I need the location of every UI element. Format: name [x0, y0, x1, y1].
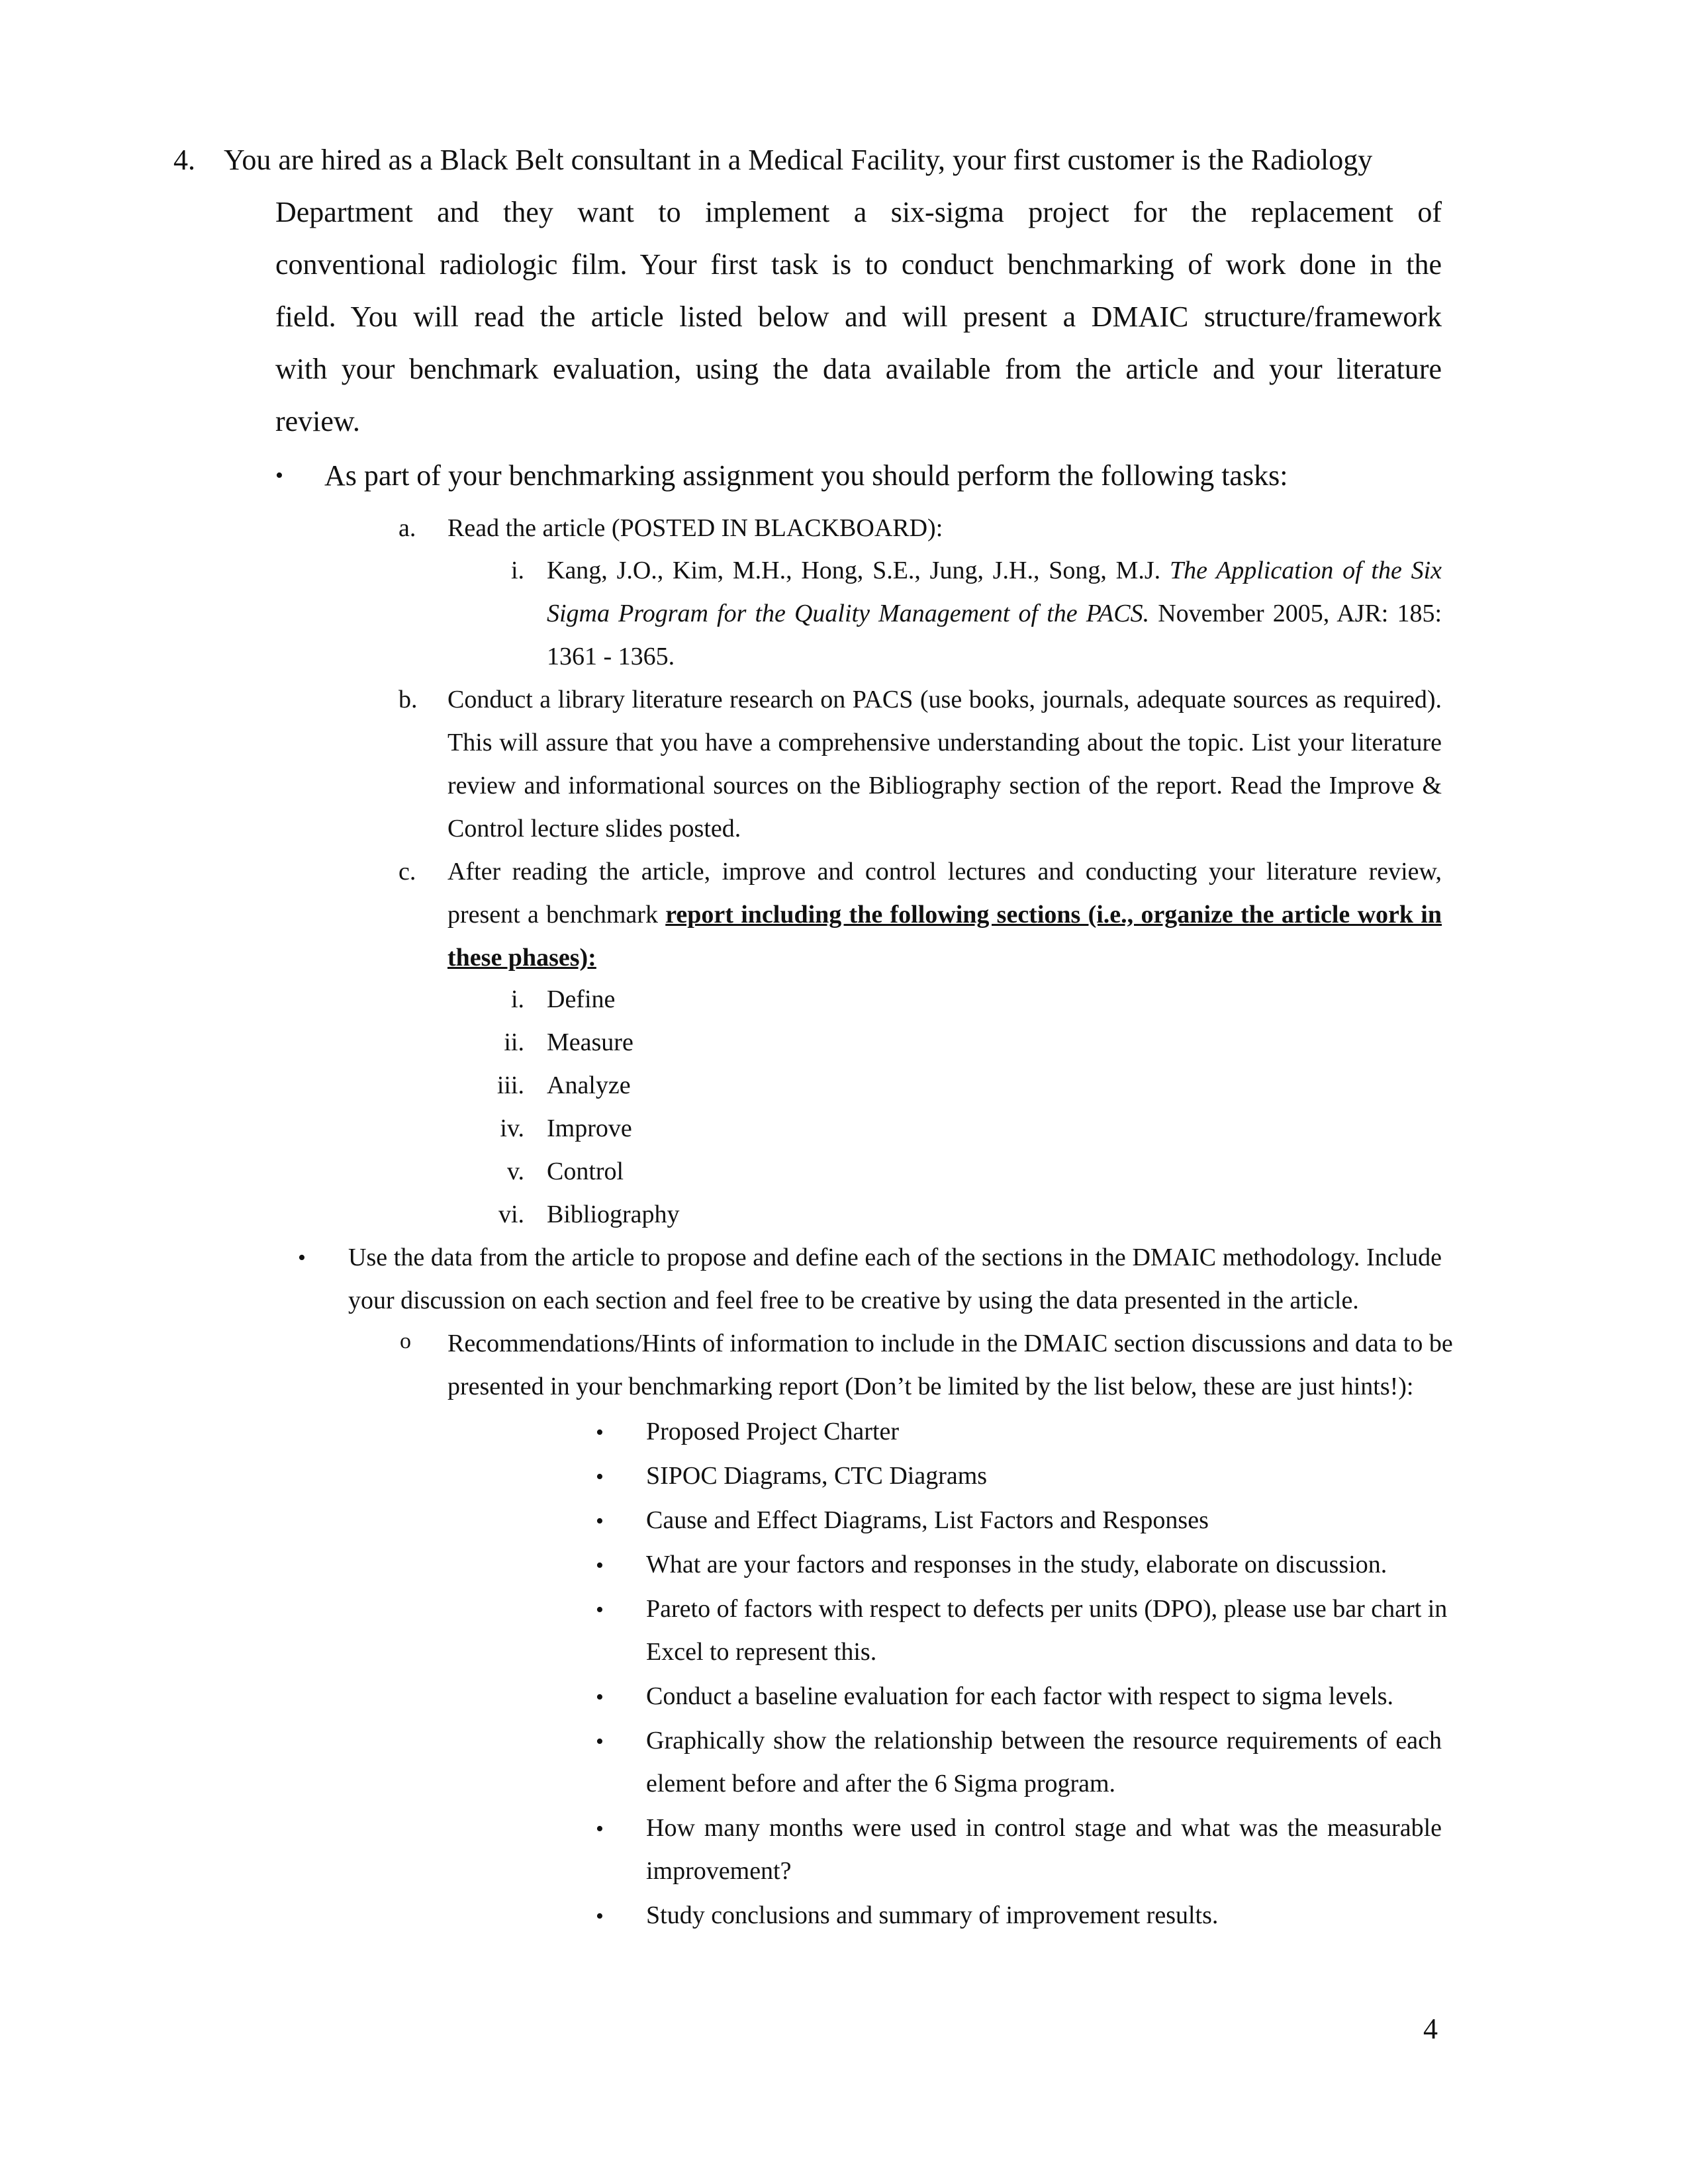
- phase-number: v.: [506, 1158, 524, 1185]
- bullet-icon: •: [596, 1817, 604, 1841]
- bullet-icon: •: [596, 1904, 604, 1929]
- bullet-icon: •: [298, 1246, 306, 1270]
- phase-control: Control: [547, 1158, 624, 1185]
- hint-pareto: Excel to represent this.: [646, 1638, 877, 1666]
- sub-bullet-text: Recommendations/Hints of information to include in the DMAIC section discussions and data to be: [447, 1330, 1453, 1357]
- phase-number: ii.: [504, 1028, 524, 1056]
- phase-number: iv.: [500, 1115, 524, 1142]
- phase-number: iii.: [496, 1071, 524, 1099]
- question-number: 4.: [173, 144, 195, 176]
- reference-line: 1361 - 1365.: [547, 643, 675, 670]
- hint-factors-responses: What are your factors and responses in the study, elaborate on discussion.: [646, 1551, 1387, 1578]
- bullet-icon: •: [596, 1553, 604, 1578]
- question-line: field. You will read the article listed below and will present a DMAIC structure/framework: [275, 300, 1442, 333]
- bullet-icon: •: [596, 1729, 604, 1754]
- bullet-icon: •: [596, 1598, 604, 1622]
- bullet-icon: •: [596, 1420, 604, 1445]
- sub-bullet-text: presented in your benchmarking report (Don’t be limited by the list below, these are just hints!):: [447, 1373, 1414, 1400]
- hint-control-months: improvement?: [646, 1857, 792, 1885]
- question-line: with your benchmark evaluation, using the data available from the article and your literature: [275, 353, 1442, 385]
- hint-pareto: Pareto of factors with respect to defects per units (DPO), please use bar chart in: [646, 1595, 1448, 1623]
- reference-line: Kang, J.O., Kim, M.H., Hong, S.E., Jung, J.H., Song, M.J. The Application of the Six: [547, 557, 1442, 584]
- task-label: a.: [399, 514, 416, 542]
- phase-number: vi.: [498, 1201, 524, 1228]
- hint-resource-graph: element before and after the 6 Sigma program.: [646, 1770, 1116, 1797]
- circle-bullet-icon: o: [400, 1329, 411, 1353]
- phase-improve: Improve: [547, 1115, 632, 1142]
- bullet-icon: •: [596, 1509, 604, 1533]
- task-text: Conduct a library literature research on PACS (use books, journals, adequate sources as required).: [447, 686, 1442, 713]
- phase-number: i.: [510, 985, 524, 1013]
- question-line: Department and they want to implement a six-sigma project for the replacement of: [275, 196, 1442, 228]
- hint-baseline: Conduct a baseline evaluation for each factor with respect to sigma levels.: [646, 1682, 1394, 1710]
- reference-line: Sigma Program for the Quality Management of the PACS. November 2005, AJR: 185:: [547, 600, 1442, 627]
- hint-control-months: How many months were used in control stage and what was the measurable: [646, 1814, 1442, 1842]
- question-line: conventional radiologic film. Your first task is to conduct benchmarking of work done in the: [275, 248, 1442, 281]
- task-text: After reading the article, improve and control lectures and conducting your literature review,: [447, 858, 1442, 886]
- question-line: You are hired as a Black Belt consultant in a Medical Facility, your first customer is the Radiology: [224, 144, 1373, 176]
- hint-resource-graph: Graphically show the relationship between the resource requirements of each: [646, 1727, 1442, 1754]
- task-label: b.: [399, 686, 418, 713]
- bullet-icon: •: [596, 1465, 604, 1489]
- bullet-icon: •: [596, 1685, 604, 1709]
- hint-cause-effect: Cause and Effect Diagrams, List Factors and Responses: [646, 1506, 1209, 1534]
- task-text: This will assure that you have a comprehensive understanding about the topic. List your literature: [447, 729, 1442, 756]
- phase-define: Define: [547, 985, 616, 1013]
- hint-project-charter: Proposed Project Charter: [646, 1418, 900, 1445]
- bullet-text: your discussion on each section and feel free to be creative by using the data presented in the article.: [348, 1287, 1359, 1314]
- reference-number: i.: [510, 557, 524, 584]
- task-text: Read the article (POSTED IN BLACKBOARD):: [447, 514, 943, 542]
- bullet-text: As part of your benchmarking assignment you should perform the following tasks:: [324, 459, 1288, 492]
- question-line: review.: [275, 405, 360, 437]
- task-text: review and informational sources on the Bibliography section of the report. Read the Improve &: [447, 772, 1442, 799]
- task-text: Control lecture slides posted.: [447, 815, 741, 842]
- phase-bibliography: Bibliography: [547, 1201, 680, 1228]
- hint-sipoc: SIPOC Diagrams, CTC Diagrams: [646, 1462, 988, 1490]
- phase-analyze: Analyze: [547, 1071, 631, 1099]
- task-text: present a benchmark report including the following sections (i.e., organize the article work in: [447, 901, 1442, 929]
- task-label: c.: [399, 858, 416, 886]
- hint-conclusions: Study conclusions and summary of improvement results.: [646, 1901, 1219, 1929]
- task-text: these phases):: [447, 944, 596, 972]
- page-number: 4: [1423, 2013, 1438, 2045]
- phase-measure: Measure: [547, 1028, 633, 1056]
- bullet-icon: •: [275, 463, 283, 488]
- bullet-text: Use the data from the article to propose and define each of the sections in the DMAIC methodology. Include: [348, 1244, 1442, 1271]
